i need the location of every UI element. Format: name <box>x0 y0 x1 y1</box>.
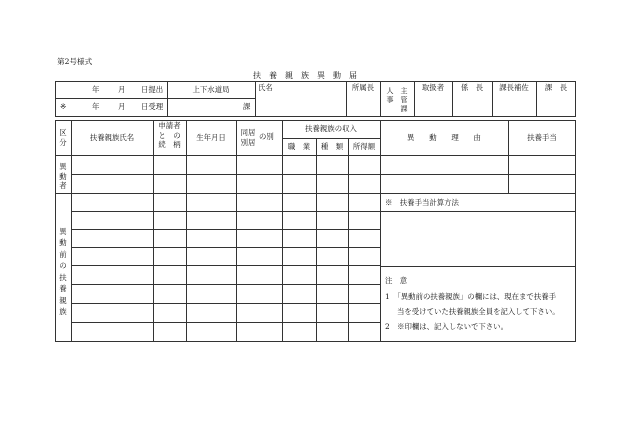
supervisor-label: 所属長 <box>351 83 375 92</box>
submit-day-label: 日提出 <box>141 85 164 94</box>
submit-month-label: 月 <box>118 85 126 94</box>
col-reason: 異 動 理 由 <box>407 133 481 142</box>
division-label: 課 <box>243 102 251 111</box>
receive-mark: ※ <box>60 102 67 111</box>
receive-month-label: 月 <box>118 102 126 111</box>
form-number: 第2号様式 <box>57 57 93 66</box>
receive-day-label: 日受理 <box>141 102 164 111</box>
assistant-label: 課長補佐 <box>499 83 529 92</box>
receive-year-label: 年 <box>92 102 100 111</box>
form-title: 扶 養 親 族 異 動 届 <box>253 71 357 80</box>
col-income-job: 職 業 <box>287 142 311 151</box>
chief-label: 係 長 <box>460 83 484 92</box>
col-dependent-name: 扶養親族氏名 <box>89 133 135 142</box>
name-label: 氏名 <box>258 83 273 92</box>
note-1-line-1: 1 「異動前の扶養親族」の欄には、現在まで扶養手 <box>385 292 556 301</box>
note-1-line-2: 当を受けていた扶養親族全員を記入して下さい。 <box>397 307 560 316</box>
submit-year-label: 年 <box>92 85 100 94</box>
office-name: 上下水道局 <box>192 85 230 94</box>
col-cohabit-suffix: の別 <box>259 132 274 141</box>
col-income-type: 種 類 <box>320 142 344 151</box>
col-cohabit: 同居 別居 <box>240 128 256 147</box>
col-birthdate: 生年月日 <box>196 133 226 142</box>
notes-heading: 注 意 <box>385 276 408 285</box>
section-before-change: 異 動 前 の 扶 養 親 族 <box>59 227 67 317</box>
col-allowance: 扶養手当 <box>527 133 557 142</box>
handler-label: 取扱者 <box>421 83 445 92</box>
col-category: 区 分 <box>59 128 67 147</box>
note-2: 2 ※印欄は、記入しないで下さい。 <box>385 322 508 331</box>
section-chief-label: 課 長 <box>544 83 568 92</box>
personnel-section-label: 人 主 事 管 課 <box>386 87 408 114</box>
section-changed-person: 異 動 者 <box>59 162 67 191</box>
col-income-amount: 所得額 <box>352 142 376 151</box>
col-relation: 申請者 と の 続 柄 <box>158 121 181 150</box>
col-income-group: 扶養親族の収入 <box>305 124 357 133</box>
allowance-calc-method: ※ 扶養手当計算方法 <box>385 198 459 207</box>
